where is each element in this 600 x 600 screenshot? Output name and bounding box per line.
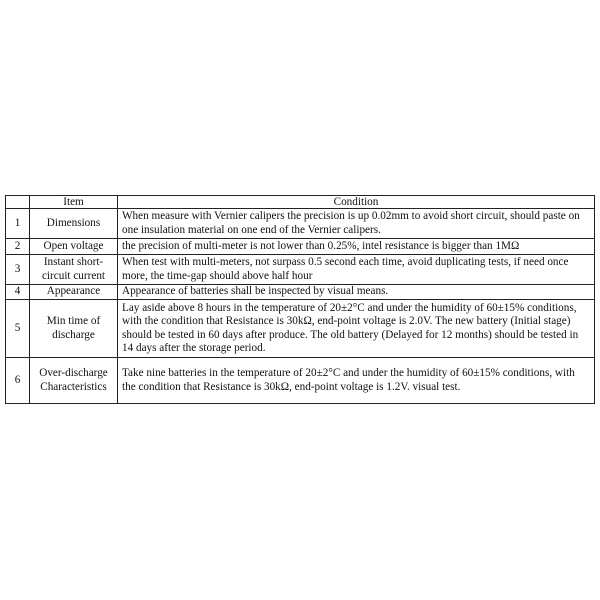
header-row: [6, 196, 595, 209]
table-row: [6, 300, 595, 358]
row-number: 4: [6, 285, 30, 300]
header-number: [6, 196, 30, 209]
table-row: [6, 209, 595, 239]
row-item: Over-discharge Characteristics: [30, 358, 118, 404]
table-row: [6, 285, 595, 300]
row-condition: Appearance of batteries shall be inspected by visual means.: [118, 285, 595, 300]
row-item: Appearance: [30, 285, 118, 300]
row-condition: When measure with Vernier calipers the precision is up 0.02mm to avoid short circuit, should paste on one insulation material on one end of the Vernier calipers.: [118, 209, 595, 239]
header-item: Item: [30, 196, 118, 209]
table-header: [6, 196, 595, 209]
table-row: [6, 255, 595, 285]
row-item: Open voltage: [30, 239, 118, 255]
row-number: 1: [6, 209, 30, 239]
table-row: [6, 358, 595, 404]
row-condition: Lay aside above 8 hours in the temperature of 20±2°C and under the humidity of 60±15% conditions, with the condition that Resistance is 30kΩ, end-point voltage is 2.0V. The new battery (Initial stage) should be tested in 60 days after produce. The old battery (Delayed for 12 months) should be tested in 14 days after the storage period.: [118, 300, 595, 358]
row-condition: the precision of multi-meter is not lower than 0.25%, intel resistance is bigger than 1MΩ: [118, 239, 595, 255]
specification-table: [5, 195, 595, 404]
row-item: Dimensions: [30, 209, 118, 239]
table-row: [6, 239, 595, 255]
row-number: 3: [6, 255, 30, 285]
row-condition: Take nine batteries in the temperature of 20±2°C and under the humidity of 60±15% conditions, with the condition that Resistance is 30kΩ, end-point voltage is 1.2V. visual test.: [118, 358, 595, 404]
row-number: 6: [6, 358, 30, 404]
row-item: Min time of discharge: [30, 300, 118, 358]
row-item: Instant short-circuit current: [30, 255, 118, 285]
row-number: 5: [6, 300, 30, 358]
header-condition: Condition: [118, 196, 595, 209]
row-condition: When test with multi-meters, not surpass 0.5 second each time, avoid duplicating tests, if need once more, the time-gap should above half hour: [118, 255, 595, 285]
table-body: [6, 209, 595, 404]
row-number: 2: [6, 239, 30, 255]
